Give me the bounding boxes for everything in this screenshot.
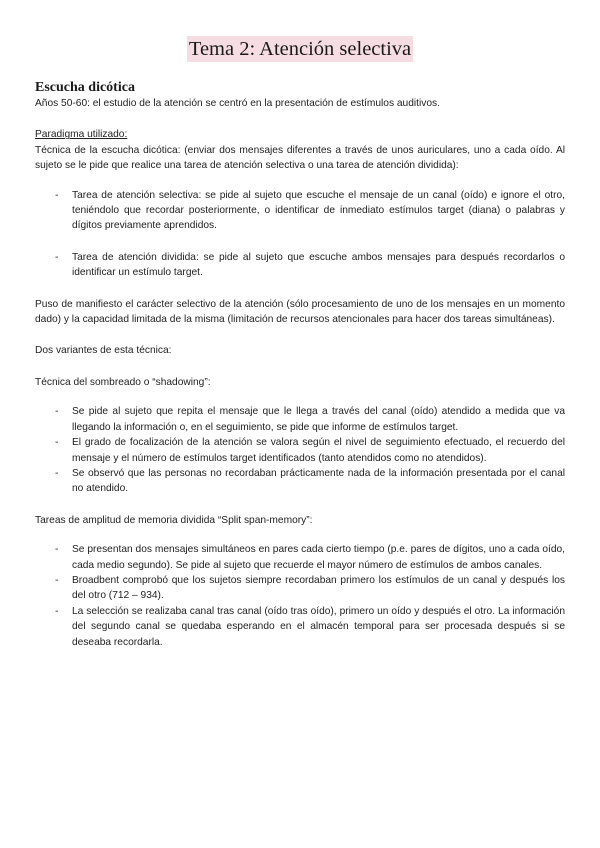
page-title: Tema 2: Atención selectiva bbox=[188, 38, 412, 60]
section-heading: Escucha dicótica bbox=[35, 80, 135, 95]
list-item-text: La selección se realizaba canal tras canal (oído tras oído), primero un oído y después el otro. La información del segundo canal se quedaba esperando en el almacén temporal para ser procesada después si se deseaba recordarla. bbox=[72, 605, 565, 648]
intro-paragraph: Años 50-60: el estudio de la atención se centró en la presentación de estímulos auditivos. bbox=[35, 98, 440, 109]
list-item bbox=[35, 250, 565, 281]
dash-bullet: - bbox=[55, 574, 59, 586]
document-page bbox=[35, 0, 565, 650]
list-item bbox=[35, 404, 565, 435]
paradigm-heading: Paradigma utilizado: bbox=[35, 129, 128, 141]
list-item bbox=[35, 188, 565, 234]
list-item-text: Broadbent comprobó que los sujetos siempre recordaban primero los estímulos de un canal y después los del otro (712 – 934). bbox=[72, 574, 565, 602]
variants-paragraph: Dos variantes de esta técnica: bbox=[35, 345, 172, 357]
list-item-text: Se pide al sujeto que repita el mensaje que le llega a través del canal (oído) atendido a medida que va llegando la información o, en el seguimiento, se pide que informe de estímulos target. bbox=[72, 406, 565, 433]
dash-bullet: - bbox=[55, 251, 59, 263]
list-item-text: Tarea de atención selectiva: se pide al sujeto que escuche el mensaje de un canal (oído) e ignore el otro, teniéndolo que recordar posteriormente, o identificar de inmediato estímulos target (diana) o palabras y dígitos previamente aprendidos. bbox=[72, 189, 565, 232]
split-heading: Tareas de amplitud de memoria dividida “Split span-memory”: bbox=[35, 514, 313, 526]
paradigm-paragraph: Técnica de la escucha dicótica: (enviar dos mensajes diferentes a través de unos auriculares, uno a cada oído. Al sujeto se le pide que realice una tarea de atención selectiva o una tarea de atención dividida): bbox=[35, 144, 565, 172]
list-item-text: El grado de focalización de la atención se valora según el nivel de seguimiento efectuado, el recuerdo del mensaje y el número de estímulos target identificados (tanto atendidos como no atendidos). bbox=[72, 437, 565, 464]
split-list bbox=[35, 542, 565, 650]
list-item-text: Se presentan dos mensajes simultáneos en pares cada cierto tiempo (p.e. pares de dígitos, uno a cada oído, cada medio segundo). Se pide al sujeto que recuerde el mayor número de estímulos de ambos canales. bbox=[72, 544, 565, 571]
dash-bullet: - bbox=[55, 437, 59, 449]
shadowing-heading: Técnica del sombreado o “shadowing”: bbox=[35, 376, 211, 388]
tasks-list bbox=[35, 188, 565, 281]
dash-bullet: - bbox=[55, 467, 59, 479]
shadowing-list bbox=[35, 404, 565, 496]
list-item-text: Tarea de atención dividida: se pide al sujeto que escuche ambos mensajes para después recordarlos o identificar un estímulo target. bbox=[72, 251, 565, 279]
dash-bullet: - bbox=[55, 605, 59, 617]
manifest-paragraph: Puso de manifiesto el carácter selectivo de la atención (sólo procesamiento de uno de los mensajes en un momento dado) y la capacidad limitada de la misma (limitación de recursos atencionales para hacer dos tareas simultáneas). bbox=[35, 298, 565, 326]
dash-bullet: - bbox=[55, 544, 59, 556]
list-item bbox=[35, 604, 565, 650]
list-item bbox=[35, 466, 565, 497]
dash-bullet: - bbox=[55, 406, 59, 418]
list-item-text: Se observó que las personas no recordaban prácticamente nada de la información presentada por el canal no atendido. bbox=[72, 467, 565, 495]
list-item bbox=[35, 542, 565, 573]
dash-bullet: - bbox=[55, 189, 59, 201]
list-item bbox=[35, 435, 565, 466]
list-item bbox=[35, 573, 565, 604]
title-block bbox=[35, 36, 565, 64]
